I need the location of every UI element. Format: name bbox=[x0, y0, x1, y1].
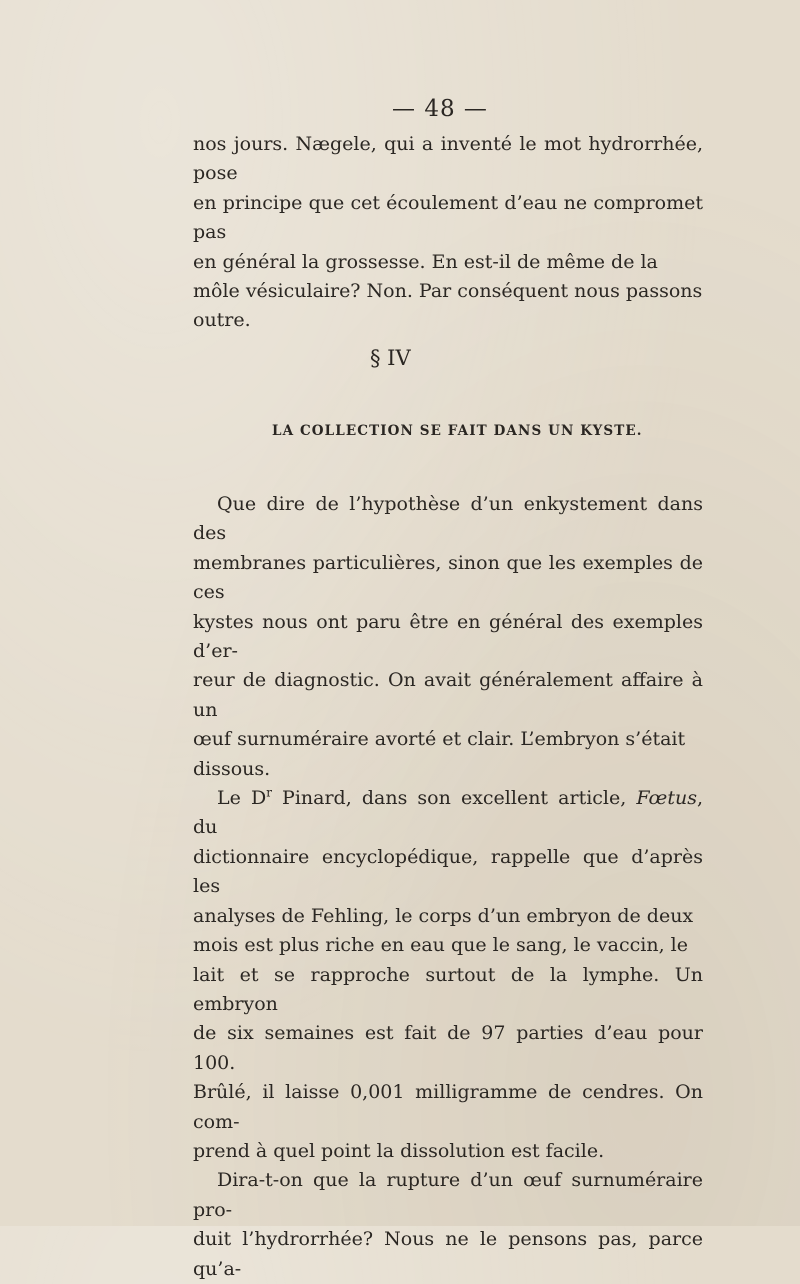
text-line: œuf surnuméraire avorté et clair. L’embryon s’était bbox=[193, 728, 686, 751]
text-line: Que dire de l’hypothèse d’un enkystement dans des bbox=[193, 493, 703, 545]
text-line: dissous. bbox=[193, 757, 271, 780]
text-line: membranes particulières, sinon que les exemples de ces bbox=[193, 551, 703, 604]
section-mark: § IV bbox=[370, 346, 411, 370]
text-segment: Le D bbox=[217, 787, 267, 810]
text-line: lait et se rapproche surtout de la lymphe. Un embryon bbox=[193, 963, 703, 1015]
italic-title: Fœtus bbox=[636, 787, 697, 810]
section-heading: LA COLLECTION SE FAIT DANS UN KYSTE. bbox=[272, 423, 643, 439]
text-line: Dira-t-on que la rupture d’un œuf surnuméraire pro- bbox=[193, 1169, 703, 1221]
paragraph-2 bbox=[193, 490, 703, 784]
text-line: Brûlé, il laisse 0,001 milligramme de cendres. On com- bbox=[193, 1081, 703, 1133]
body-text bbox=[193, 490, 703, 1284]
text-line: de six semaines est fait de 97 parties d’eau pour 100. bbox=[193, 1022, 703, 1074]
paragraph-3 bbox=[193, 784, 703, 1166]
text-line: duit l’hydrorrhée? Nous ne le pensons pas, parce qu’a- bbox=[193, 1228, 703, 1280]
text-line: nos jours. Nægele, qui a inventé le mot hydrorrhée, pose bbox=[193, 133, 703, 185]
text-line: mois est plus riche en eau que le sang, le vaccin, le bbox=[193, 934, 688, 957]
paragraph-1 bbox=[193, 130, 703, 336]
text-line: môle vésiculaire? Non. Par conséquent nous passons bbox=[193, 280, 703, 303]
text-line: en général la grossesse. En est-il de même de la bbox=[193, 250, 658, 273]
text-line: prend à quel point la dissolution est facile. bbox=[193, 1139, 605, 1162]
page-number: — 48 — bbox=[392, 96, 488, 122]
text-segment: , du bbox=[193, 787, 703, 839]
text-line: outre. bbox=[193, 309, 251, 332]
text-line: dictionnaire encyclopédique, rappelle que d’après les bbox=[193, 845, 703, 898]
paragraph-4 bbox=[193, 1166, 703, 1284]
text-line: reur de diagnostic. On avait généralement affaire à un bbox=[193, 669, 703, 721]
text-segment: Pinard, dans son excellent article, bbox=[271, 787, 637, 810]
text-line: en principe que cet écoulement d’eau ne compromet pas bbox=[193, 191, 703, 244]
text-line: kystes nous ont paru être en général des exemples d’er- bbox=[193, 610, 703, 663]
superscript: r bbox=[266, 785, 272, 800]
text-line bbox=[193, 784, 703, 843]
text-line: analyses de Fehling, le corps d’un embryon de deux bbox=[193, 904, 694, 927]
